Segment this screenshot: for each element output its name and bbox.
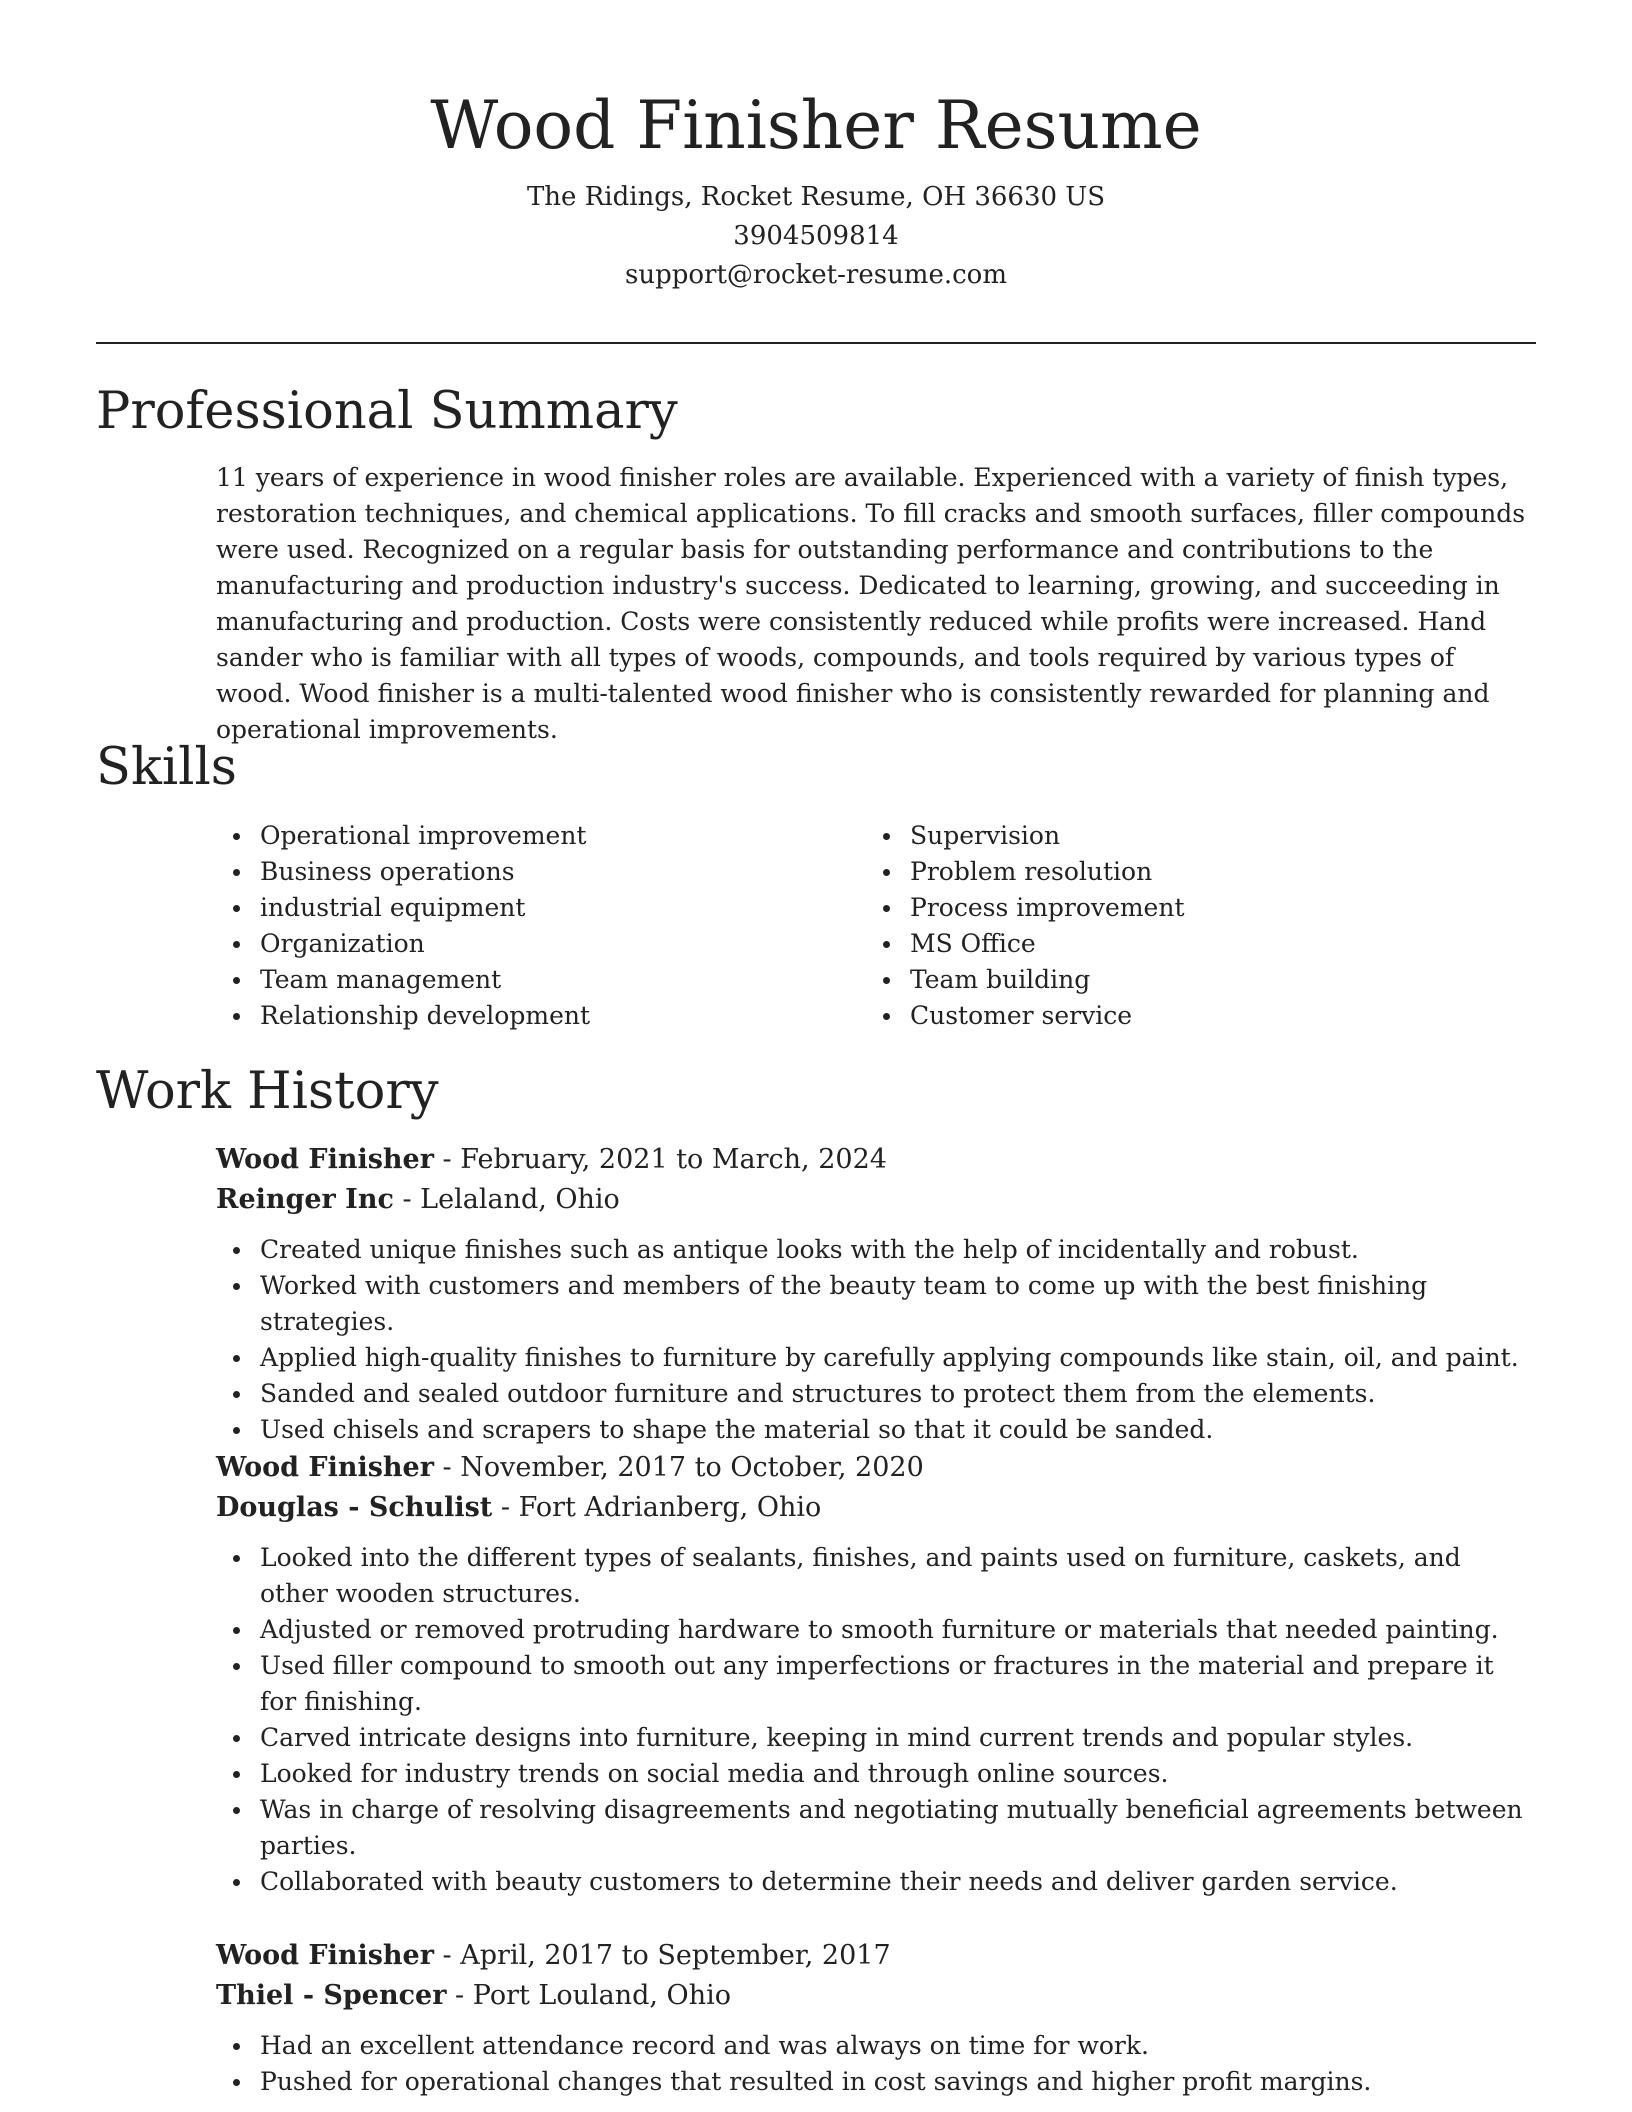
job-bullet: Carved intricate designs into furniture, keeping in mind current trends and popular styles. — [216, 1720, 1536, 1756]
skill-item: industrial equipment — [216, 890, 816, 926]
job-title: Wood Finisher — [216, 1144, 434, 1175]
skills-heading: Skills — [96, 738, 237, 797]
job-bullet: Looked for industry trends on social media and through online sources. — [216, 1756, 1536, 1792]
job-entry — [216, 1448, 1536, 1900]
summary-heading: Professional Summary — [96, 382, 678, 441]
work-history-heading: Work History — [96, 1062, 439, 1121]
job-bullet: Looked into the different types of sealants, finishes, and paints used on furniture, caskets, and other wooden structures. — [216, 1540, 1536, 1612]
resume-header — [96, 84, 1536, 295]
job-dates: - April, 2017 to September, 2017 — [433, 1940, 891, 1971]
skill-item: Organization — [216, 926, 816, 962]
skill-item: Operational improvement — [216, 818, 816, 854]
skill-item: Process improvement — [866, 890, 1466, 926]
job-company-line — [216, 1976, 1536, 2016]
skill-item: Team building — [866, 962, 1466, 998]
skill-item: Relationship development — [216, 998, 816, 1034]
resume-title: Wood Finisher Resume — [430, 87, 1202, 164]
job-entry — [216, 1140, 1536, 1448]
skill-item: Problem resolution — [866, 854, 1466, 890]
header-divider — [96, 342, 1536, 344]
job-title-line — [216, 1936, 1536, 1976]
job-company: Thiel - Spencer — [216, 1980, 447, 2011]
job-location: - Lelaland, Ohio — [393, 1184, 620, 1215]
job-bullets — [216, 1232, 1536, 1448]
job-bullet: Used filler compound to smooth out any imperfections or fractures in the material and prepare it for finishing. — [216, 1648, 1536, 1720]
job-bullet: Created unique finishes such as antique looks with the help of incidentally and robust. — [216, 1232, 1536, 1268]
job-company-line — [216, 1488, 1536, 1528]
skill-item: Customer service — [866, 998, 1466, 1034]
job-bullet: Sanded and sealed outdoor furniture and structures to protect them from the elements. — [216, 1376, 1536, 1412]
job-title: Wood Finisher — [216, 1452, 434, 1483]
job-title: Wood Finisher — [216, 1940, 434, 1971]
contact-info — [96, 178, 1536, 295]
job-company-line — [216, 1180, 1536, 1220]
job-bullet: Had an excellent attendance record and was always on time for work. — [216, 2028, 1536, 2064]
job-bullets — [216, 2028, 1536, 2100]
job-title-line — [216, 1448, 1536, 1488]
skills-column-left — [216, 818, 816, 1034]
job-bullet: Used chisels and scrapers to shape the material so that it could be sanded. — [216, 1412, 1536, 1448]
job-dates: - February, 2021 to March, 2024 — [433, 1144, 887, 1175]
job-bullet: Applied high-quality finishes to furniture by carefully applying compounds like stain, oil, and paint. — [216, 1340, 1536, 1376]
skill-item: MS Office — [866, 926, 1466, 962]
contact-address: The Ridings, Rocket Resume, OH 36630 US — [526, 182, 1106, 212]
job-dates: - November, 2017 to October, 2020 — [433, 1452, 924, 1483]
job-company: Douglas - Schulist — [216, 1492, 493, 1523]
summary-text: 11 years of experience in wood finisher roles are available. Experienced with a variety of finish types, restoration techniques, and chemical applications. To fill cracks and smooth surfaces, filler compounds were used. Recognized on a regular basis for outstanding performance and contributions to the manufacturing and production industry's success. Dedicated to learning, growing, and succeeding in manufacturing and production. Costs were consistently reduced while profits were increased. Hand sander who is familiar with all types of woods, compounds, and tools required by various types of wood. Wood finisher is a multi-talented wood finisher who is consistently rewarded for planning and operational improvements. — [216, 463, 1526, 744]
job-title-line — [216, 1140, 1536, 1180]
job-bullet: Collaborated with beauty customers to determine their needs and deliver garden service. — [216, 1864, 1536, 1900]
contact-email: support@rocket-resume.com — [624, 260, 1007, 290]
job-location: - Port Louland, Ohio — [446, 1980, 731, 2011]
skill-item: Team management — [216, 962, 816, 998]
job-location: - Fort Adrianberg, Ohio — [492, 1492, 822, 1523]
job-company: Reinger Inc — [216, 1184, 394, 1215]
skills-column-right — [866, 818, 1466, 1034]
skill-item: Business operations — [216, 854, 816, 890]
skill-item: Supervision — [866, 818, 1466, 854]
contact-phone: 3904509814 — [733, 221, 899, 251]
job-bullet: Was in charge of resolving disagreements and negotiating mutually beneficial agreements between parties. — [216, 1792, 1536, 1864]
job-bullets — [216, 1540, 1536, 1900]
job-bullet: Pushed for operational changes that resulted in cost savings and higher profit margins. — [216, 2064, 1536, 2100]
job-entry — [216, 1936, 1536, 2100]
job-bullet: Worked with customers and members of the beauty team to come up with the best finishing strategies. — [216, 1268, 1536, 1340]
job-bullet: Adjusted or removed protruding hardware to smooth furniture or materials that needed painting. — [216, 1612, 1536, 1648]
